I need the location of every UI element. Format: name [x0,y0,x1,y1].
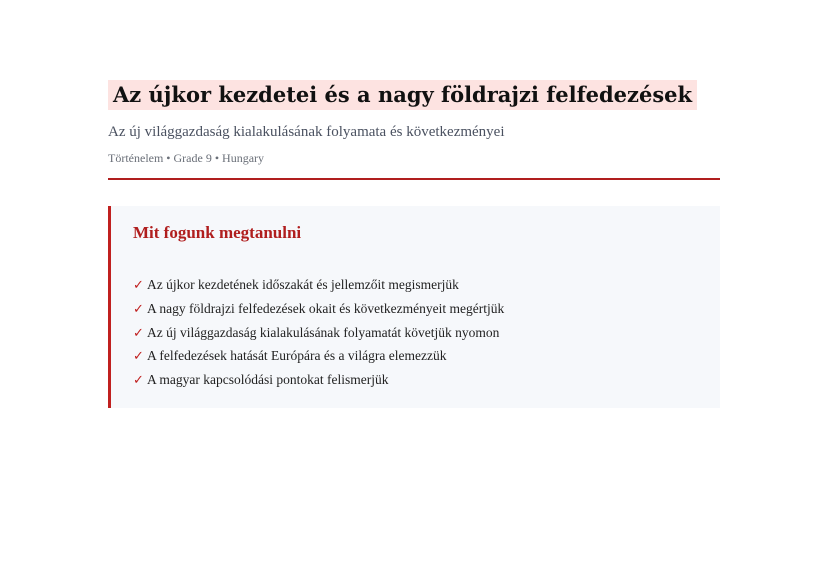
page-meta: Történelem • Grade 9 • Hungary [108,151,265,165]
page-subtitle: Az új világgazdaság kialakulásának folyamata és következményei [108,124,505,140]
check-icon: ✓ [133,300,144,316]
objective-text: A magyar kapcsolódási pontokat felismerjük [147,372,389,388]
objective-item [133,297,720,321]
check-icon: ✓ [133,324,144,340]
check-icon: ✓ [133,277,144,292]
check-icon: ✓ [133,348,144,364]
header-divider [108,178,720,180]
objective-text: Az újkor kezdetének időszakát és jellemzőit megismerjük [147,277,459,292]
objective-item [133,321,720,345]
check-icon: ✓ [133,372,144,388]
title-wrap [108,80,720,110]
objectives-list [133,273,720,392]
learning-objectives-panel [108,206,720,408]
objective-text: Az új világgazdaság kialakulásának folyamatát követjük nyomon [147,324,500,340]
objective-text: A nagy földrajzi felfedezések okait és következményeit megértjük [147,300,505,316]
objective-item [133,344,720,368]
objectives-heading: Mit fogunk megtanulni [133,223,302,242]
objective-item [133,273,720,297]
objective-text: A felfedezések hatását Európára és a világra elemezzük [147,348,447,364]
page-title: Az újkor kezdetei és a nagy földrajzi felfedezések [108,80,697,110]
objective-item [133,368,720,392]
lesson-page [108,80,720,408]
